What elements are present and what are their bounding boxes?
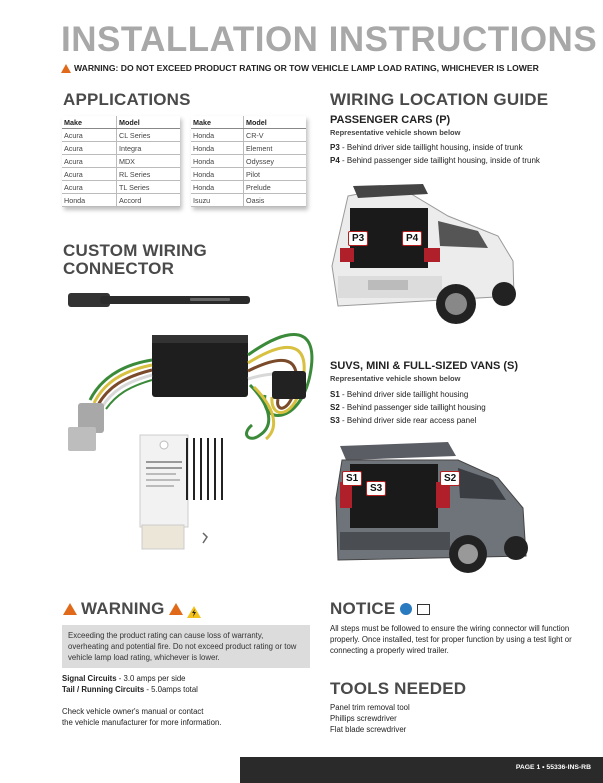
cell-make: Acura: [62, 129, 117, 142]
cell-make: Acura: [62, 142, 117, 155]
applications-table-right: [191, 116, 306, 207]
cell-make: Honda: [62, 194, 117, 207]
cell-model: Oasis: [244, 194, 307, 207]
table-row: [191, 168, 306, 181]
col-model: Model: [244, 116, 307, 129]
table-row: [62, 194, 180, 207]
top-warning: [61, 63, 539, 73]
custom-wiring-heading: CUSTOM WIRING CONNECTOR: [63, 241, 207, 278]
cell-make: Acura: [62, 168, 117, 181]
cell-make: Honda: [191, 129, 244, 142]
passenger-heading: PASSENGER CARS (P): [330, 114, 451, 126]
top-warning-text: WARNING: DO NOT EXCEED PRODUCT RATING OR TOW VEHICLE LAMP LOAD RATING, WHICHEVER IS LOWER: [74, 63, 539, 73]
cell-make: Acura: [62, 155, 117, 168]
photo-label-s2: S2: [440, 471, 460, 486]
location-item: S3 - Behind driver side rear access panel: [330, 416, 477, 425]
page-number: PAGE 1 • 55336-INS-RB: [515, 764, 591, 771]
table-row: [62, 142, 180, 155]
location-item: S1 - Behind driver side taillight housing: [330, 390, 469, 399]
tail-circuits: Tail / Running Circuits - 5.0amps total: [62, 685, 198, 694]
cell-model: Odyssey: [244, 155, 307, 168]
passenger-sub: Representative vehicle shown below: [330, 128, 461, 137]
col-make: Make: [62, 116, 117, 129]
cell-make: Honda: [191, 155, 244, 168]
cell-model: RL Series: [117, 168, 181, 181]
cell-make: Honda: [191, 168, 244, 181]
table-row: [191, 194, 306, 207]
cell-make: Acura: [62, 181, 117, 194]
table-row: [62, 168, 180, 181]
tools-list: [330, 702, 410, 735]
tools-heading: TOOLS NEEDED: [330, 679, 467, 698]
circuit-ratings: [62, 673, 198, 695]
table-row: [62, 155, 180, 168]
location-item: S2 - Behind passenger side taillight housing: [330, 403, 486, 412]
cell-model: Pilot: [244, 168, 307, 181]
cell-make: Honda: [191, 181, 244, 194]
col-make: Make: [191, 116, 244, 129]
cell-model: MDX: [117, 155, 181, 168]
warning-heading-row: [63, 599, 201, 619]
warning-box: Exceeding the product rating can cause loss of warranty, overheating and potential fire. Do not exceed product rating or tow vehicle lamp load rating, whichever is lower.: [62, 625, 310, 668]
notice-heading: NOTICE: [330, 599, 396, 618]
table-row: [191, 142, 306, 155]
photo-label-p4: P4: [402, 231, 422, 246]
cell-model: Prelude: [244, 181, 307, 194]
page-title: INSTALLATION INSTRUCTIONS: [61, 20, 598, 59]
warning-icon: [169, 603, 183, 615]
cell-model: CL Series: [117, 129, 181, 142]
check-manual: Check vehicle owner's manual or contact the vehicle manufacturer for more information.: [62, 707, 222, 727]
location-item: P4 - Behind passenger side taillight housing, inside of trunk: [330, 156, 540, 165]
warning-heading: WARNING: [81, 599, 165, 618]
tool-item: Phillips screwdriver: [330, 714, 397, 723]
applications-heading: APPLICATIONS: [63, 90, 191, 109]
notice-text: All steps must be followed to ensure the wiring connector will function properly. Once installed, test for proper function by using a test light or connecting a properly wired trailer.: [330, 624, 572, 655]
suvs-sub: Representative vehicle shown below: [330, 374, 461, 383]
table-row: [62, 129, 180, 142]
photo-label-s1: S1: [342, 471, 362, 486]
suvs-heading: SUVS, MINI & FULL-SIZED VANS (S): [330, 360, 519, 372]
suv-photo: [328, 438, 530, 580]
passenger-car-photo: [328, 176, 520, 342]
table-row: [191, 181, 306, 194]
wiring-guide-heading: WIRING LOCATION GUIDE: [330, 90, 549, 109]
table-row: [191, 129, 306, 142]
tool-item: Panel trim removal tool: [330, 703, 410, 712]
cell-make: Isuzu: [191, 194, 244, 207]
passenger-locations: [330, 141, 540, 167]
cell-model: CR-V: [244, 129, 307, 142]
photo-label-s3: S3: [366, 481, 386, 496]
location-item: P3 - Behind driver side taillight housing, inside of trunk: [330, 143, 523, 152]
table-row: [191, 155, 306, 168]
cell-model: Element: [244, 142, 307, 155]
wiring-connector-photo: [60, 285, 318, 555]
notice-heading-row: [330, 599, 430, 619]
tool-item: Flat blade screwdriver: [330, 725, 407, 734]
info-icon: [400, 603, 412, 615]
photo-label-p3: P3: [348, 231, 368, 246]
signal-circuits: Signal Circuits - 3.0 amps per side: [62, 674, 186, 683]
cell-model: Accord: [117, 194, 181, 207]
warning-icon: [63, 603, 77, 615]
table-row: [62, 181, 180, 194]
warning-icon: [61, 64, 71, 73]
cell-model: TL Series: [117, 181, 181, 194]
col-model: Model: [117, 116, 181, 129]
cell-make: Honda: [191, 142, 244, 155]
cell-model: Integra: [117, 142, 181, 155]
applications-table-left: [62, 116, 180, 207]
manual-book-icon: [417, 604, 430, 615]
electrical-hazard-icon: [187, 603, 201, 615]
suvs-locations: [330, 388, 486, 427]
